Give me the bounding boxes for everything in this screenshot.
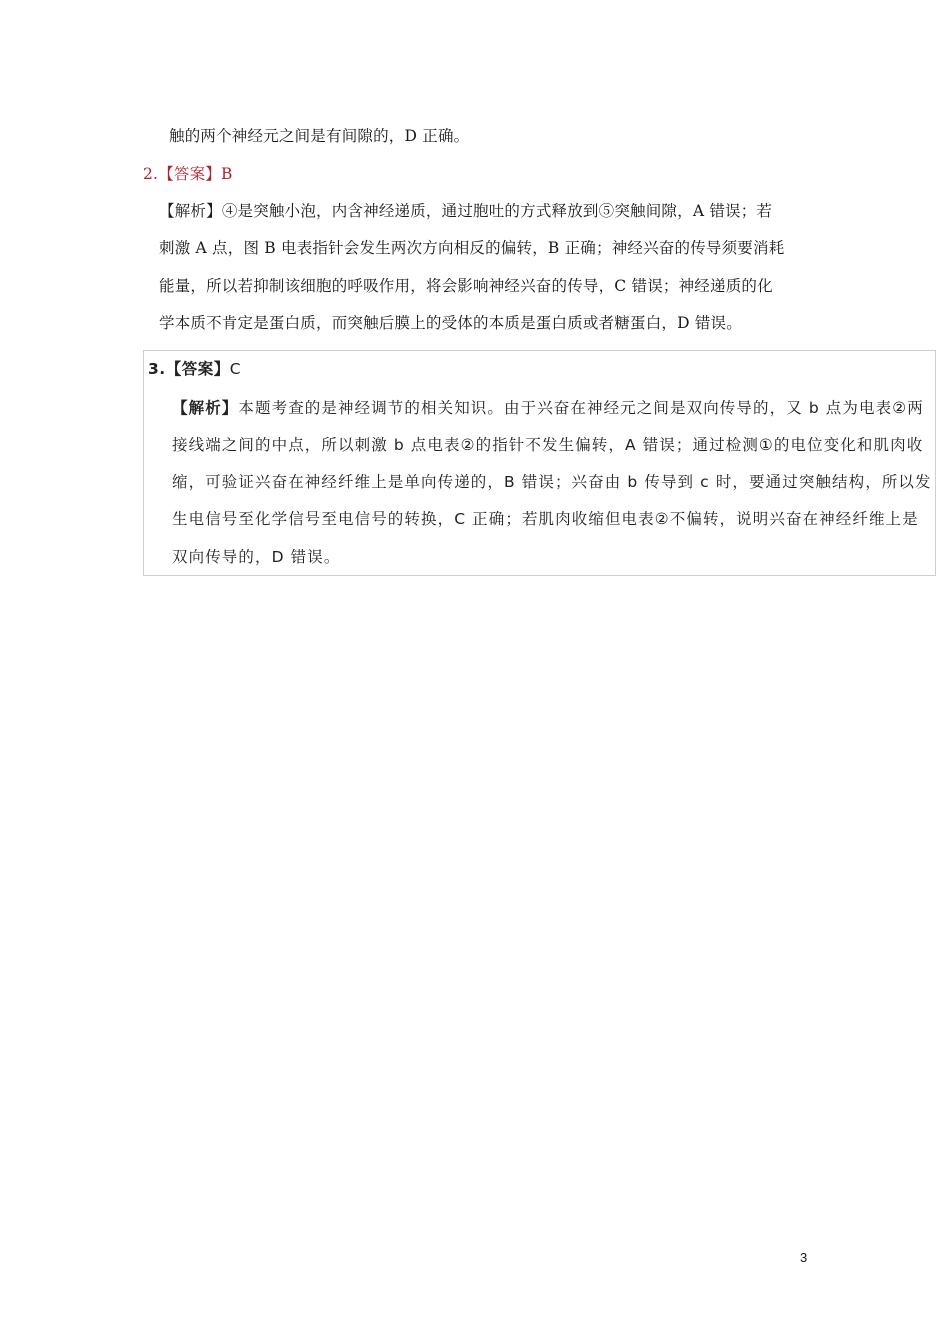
q3-analysis-tag: 【解析】 [172, 399, 239, 417]
q3-analysis-line-3: 缩，可验证兴奋在神经纤维上是单向传递的，B 错误；兴奋由 b 传导到 c 时，要通过突触结构，所以发 [172, 473, 932, 491]
q3-analysis-line-2: 接线端之间的中点，所以刺激 b 点电表②的指针不发生偏转，A 错误；通过检测①的电位变化和肌肉收 [172, 436, 924, 454]
q3-scanned-box [143, 350, 936, 576]
q2-analysis-line-4: 学本质不肯定是蛋白质，而突触后膜上的受体的本质是蛋白质或者糖蛋白，D 错误。 [159, 314, 742, 332]
q3-answer-tag: 【答案】 [165, 360, 230, 378]
q3-analysis-line-5: 双向传导的，D 错误。 [172, 548, 341, 566]
q2-answer: B [221, 165, 233, 183]
q2-analysis-line-3: 能量，所以若抑制该细胞的呼吸作用，将会影响神经兴奋的传导，C 错误；神经递质的化 [159, 277, 773, 295]
q3-analysis-line-1 [172, 396, 924, 418]
q3-analysis-line-4: 生电信号至化学信号至电信号的转换，C 正确；若肌肉收缩但电表②不偏转，说明兴奋在神经纤维上是 [172, 510, 919, 528]
q2-answer-tag: 【答案】 [158, 165, 222, 183]
q3-answer-line [148, 357, 241, 379]
page-number: 3 [800, 1250, 808, 1265]
q3-number: 3. [148, 360, 166, 378]
q2-analysis-line-2: 刺激 A 点，图 B 电表指针会发生两次方向相反的偏转，B 正确；神经兴奋的传导须要消耗 [159, 239, 785, 257]
q2-analysis-tag: 【解析】 [159, 202, 222, 220]
q3-answer: C [229, 360, 242, 378]
q2-answer-line [143, 162, 233, 184]
continuation-text: 触的两个神经元之间是有间隙的，D 正确。 [169, 127, 470, 145]
q2-analysis-text-1: ④是突触小泡，内含神经递质，通过胞吐的方式释放到⑤突触间隙，A 错误；若 [221, 202, 773, 220]
q2-number: 2. [143, 165, 159, 183]
q3-analysis-text-1: 本题考查的是神经调节的相关知识。由于兴奋在神经元之间是双向传导的，又 b 点为电表②两 [238, 399, 924, 417]
q2-analysis-line-1 [159, 199, 772, 221]
